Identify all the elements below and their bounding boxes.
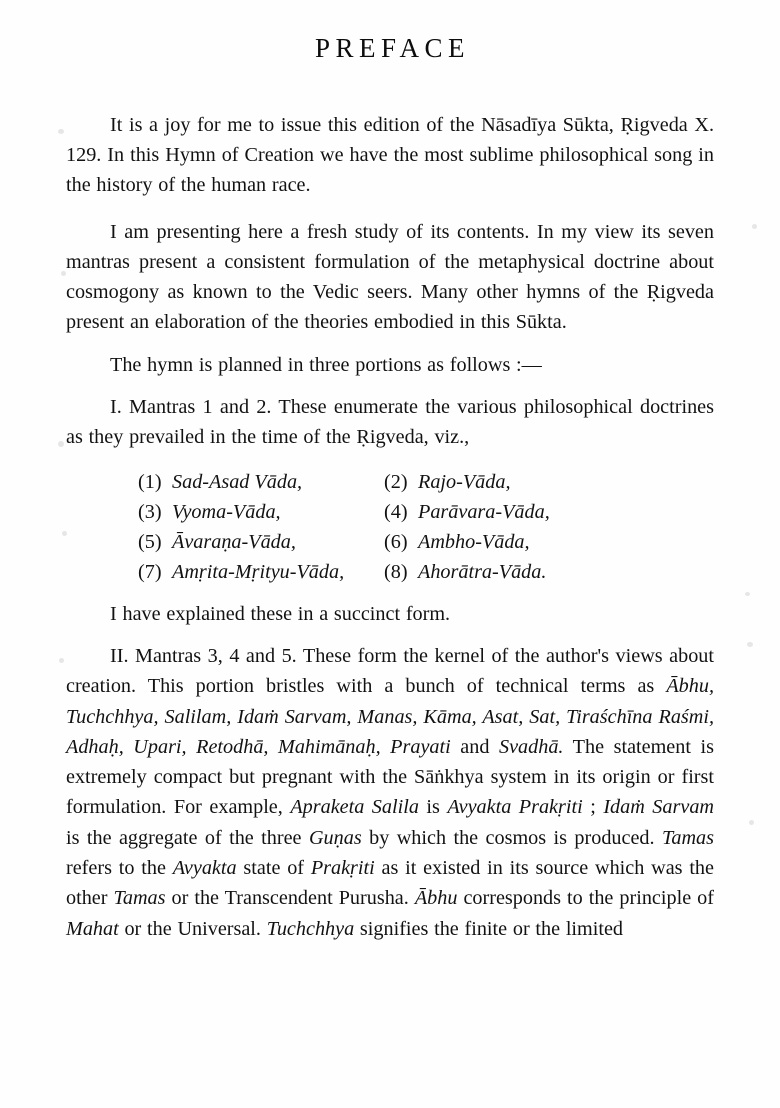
vada-entry [376, 557, 676, 587]
vada-number: (4) [384, 500, 408, 523]
vada-term: Rajo-Vāda, [418, 470, 511, 493]
vada-entry [66, 497, 376, 527]
vada-entry [376, 527, 676, 557]
vada-term: Āvaraṇa-Vāda, [172, 530, 296, 553]
plain-signifies: signifies the finite or the limited [354, 917, 624, 940]
section-two-lead: II. Mantras 3, 4 and 5. These form the kernel of the author's views about creation. This portion bristles with a bunch of technical terms as [66, 644, 714, 698]
vada-entry [376, 467, 676, 497]
paragraph-section-one: I. Mantras 1 and 2. These enumerate the various philosophical doctrines as they prevailed in the time of the Ṛigveda, viz., [66, 396, 714, 449]
plain-corresponds: corresponds to the principle of [457, 887, 714, 910]
plain-aggregate: is the aggregate of the three [66, 826, 309, 849]
paragraph-fresh-study: I am presenting here a fresh study of its contents. In my view its seven mantras present a consistent formulation of the metaphysical doctrine about cosmogony as known to the Vedic seers. Many other hymns of the Ṛigveda present an elaboration of the theories embodied in this Sūkta. [66, 220, 714, 334]
vada-term: Parāvara-Vāda, [418, 500, 550, 523]
vada-number: (7) [138, 560, 162, 583]
paragraph-three-portions: The hymn is planned in three portions as follows :— [110, 353, 542, 376]
vada-term: Vyoma-Vāda, [172, 500, 281, 523]
vada-entry [66, 467, 376, 497]
vada-term: Amṛita-Mṛityu-Vāda, [172, 560, 345, 583]
technical-terms-list-1: Ābhu, Tuchchhya, Salilam, Idaṁ Sarvam, Manas, Kāma, Asat, Sat, Tiraśchīna Raśmi, Adhaḥ, Upari, Retodhā, Mahimānaḥ, Prayati [66, 675, 714, 758]
vada-term: Ahorātra-Vāda. [418, 560, 547, 583]
conjunction: and [450, 735, 499, 758]
vada-entry [66, 527, 376, 557]
paragraph-intro: It is a joy for me to issue this edition of the Nāsadīya Sūkta, Ṛigveda X. 129. In this Hymn of Creation we have the most sublime philosophical song in the history of the human race. [66, 113, 714, 197]
plain-transcendent: or the Transcendent Purusha. [165, 887, 415, 910]
vada-number: (5) [138, 530, 162, 553]
vada-number: (3) [138, 500, 162, 523]
vada-entry [66, 557, 376, 587]
technical-term-avyakta-prakriti: Avyakta Prakṛiti [447, 796, 583, 819]
technical-term-tamas-1: Tamas [662, 826, 714, 849]
scan-speck [745, 592, 750, 596]
plain-existed: as it existed in its source which was the other [66, 857, 714, 910]
scan-speck [747, 642, 753, 647]
vada-doctrine-list [66, 467, 714, 587]
technical-term-prakriti: Prakṛiti [310, 857, 375, 880]
plain-is: is [418, 796, 448, 819]
vada-number: (8) [384, 560, 408, 583]
statement-text: The statement is extremely compact but pregnant with the Sāṅkhya system in its origin or first formulation. For example, [66, 735, 714, 819]
list-item [66, 497, 714, 527]
vada-entry [376, 497, 676, 527]
technical-term-avyakta: Avyakta [172, 857, 237, 880]
vada-number: (2) [384, 470, 408, 493]
vada-number: (6) [384, 530, 408, 553]
list-item [66, 557, 714, 587]
scan-speck [752, 224, 757, 229]
scan-speck [59, 658, 64, 663]
scan-speck [58, 441, 64, 447]
plain-universal: or the Universal. [118, 917, 267, 940]
technical-term-tuchchhya: Tuchchhya [266, 917, 355, 940]
page-body [66, 34, 714, 944]
plain-semicolon: ; [582, 796, 604, 819]
paragraph-succinct: I have explained these in a succinct form. [110, 602, 451, 625]
technical-term-apraketa-salila: Apraketa Salila [290, 796, 419, 819]
scan-speck [58, 129, 64, 134]
plain-cosmos: by which the cosmos is produced. [361, 826, 662, 849]
technical-term-svadha: Svadhā. [499, 735, 564, 758]
technical-term-tamas-2: Tamas [113, 887, 166, 910]
technical-term-abhu: Ābhu [414, 887, 458, 910]
list-item [66, 467, 714, 497]
vada-term: Ambho-Vāda, [418, 530, 530, 553]
technical-term-mahat: Mahat [66, 917, 119, 940]
plain-state-of: state of [236, 857, 311, 880]
vada-term: Sad-Asad Vāda, [172, 470, 303, 493]
scan-speck [749, 820, 754, 825]
list-item [66, 527, 714, 557]
plain-refers: refers to the [66, 857, 173, 880]
technical-term-idam-sarvam: Idaṁ Sarvam [603, 796, 714, 819]
page-title: PREFACE [314, 33, 471, 63]
vada-number: (1) [138, 470, 162, 493]
technical-term-gunas: Guṇas [308, 826, 362, 849]
paragraph-section-two [66, 641, 714, 944]
